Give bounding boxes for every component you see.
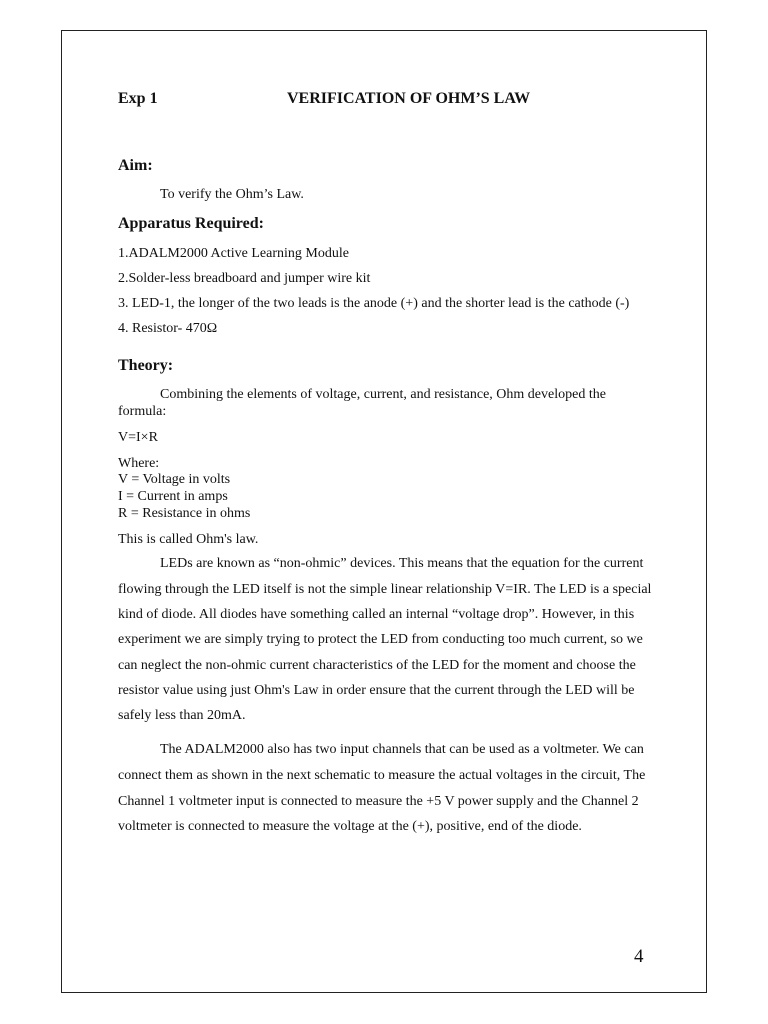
definition-line: V = Voltage in volts [118,472,231,487]
paragraph-line: flowing through the LED itself is not the simple linear relationship V=IR. The LED is a special [118,582,652,597]
apparatus-item: 2.Solder-less breadboard and jumper wire kit [118,271,371,286]
paragraph-line: resistor value using just Ohm's Law in order ensure that the current through the LED will be [118,683,635,698]
paragraph-line: kind of diode. All diodes have something called an internal “voltage drop”. However, in this [118,607,635,622]
theory-intro-line: Combining the elements of voltage, current, and resistance, Ohm developed the [160,387,606,402]
paragraph-line: The ADALM2000 also has two input channels that can be used as a voltmeter. We can [160,742,644,757]
paragraph-line: Channel 1 voltmeter input is connected to measure the +5 V power supply and the Channel 2 [118,794,639,809]
definition-line: I = Current in amps [118,489,228,504]
paragraph-line: safely less than 20mA. [118,708,246,723]
ohms-law-caption: This is called Ohm's law. [118,532,259,547]
definition-line: R = Resistance in ohms [118,506,251,521]
theory-heading: Theory: [118,357,174,374]
paragraph-line: experiment we are simply trying to protect the LED from conducting too much current, so we [118,632,643,647]
experiment-label: Exp 1 [118,90,158,107]
paragraph-line: voltmeter is connected to measure the voltage at the (+), positive, end of the diode. [118,819,582,834]
page-number: 4 [634,946,644,967]
apparatus-heading: Apparatus Required: [118,215,264,232]
paragraph-line: can neglect the non-ohmic current characteristics of the LED for the moment and choose the [118,658,636,673]
page-title: VERIFICATION OF OHM’S LAW [287,90,531,107]
theory-intro-line: formula: [118,404,167,419]
ohms-law-formula: V=I×R [118,430,158,445]
aim-heading: Aim: [118,157,153,174]
apparatus-item: 3. LED-1, the longer of the two leads is the anode (+) and the shorter lead is the cathode (-) [118,296,630,311]
where-label: Where: [118,456,160,471]
apparatus-item: 1.ADALM2000 Active Learning Module [118,246,349,261]
paragraph-line: connect them as shown in the next schematic to measure the actual voltages in the circuit, The [118,768,646,783]
aim-text: To verify the Ohm’s Law. [160,187,304,202]
paragraph-line: LEDs are known as “non-ohmic” devices. This means that the equation for the current [160,556,644,571]
apparatus-item: 4. Resistor- 470Ω [118,321,218,336]
